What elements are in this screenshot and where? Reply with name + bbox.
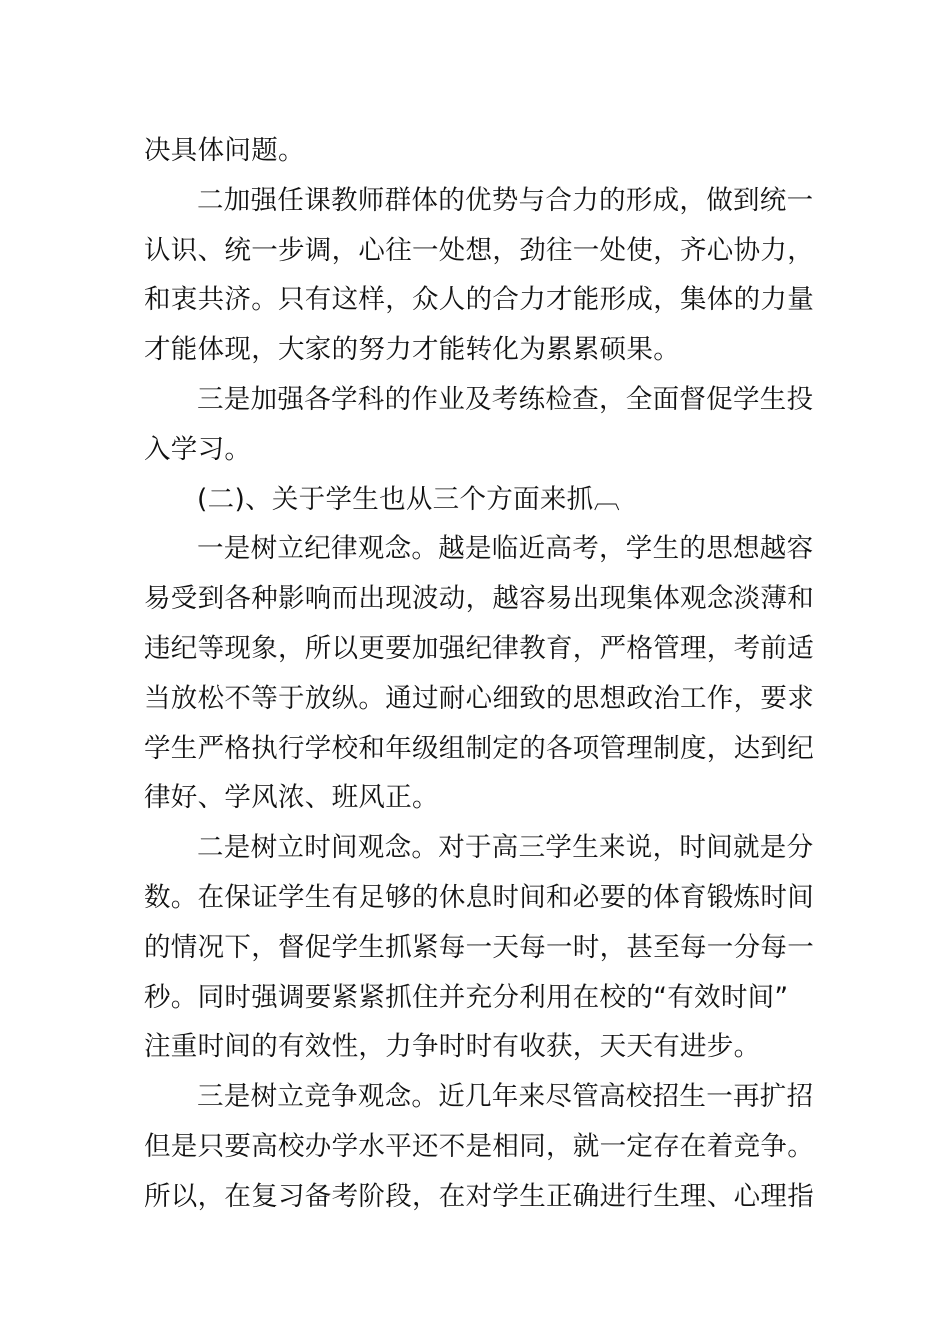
text-line: 当放松不等于放纵。通过耐心细致的思想政治工作，要求: [144, 682, 814, 714]
text-line: 学生严格执行学校和年级组制定的各项管理制度，达到纪: [144, 732, 814, 764]
text-line: 三是加强各学科的作业及考练检查，全面督促学生投: [197, 383, 814, 415]
text-line: 二加强任课教师群体的优势与合力的形成，做到统一: [197, 184, 814, 216]
text-line: 才能体现，大家的努力才能转化为累累硕果。: [144, 334, 680, 366]
text-line: 数。在保证学生有足够的休息时间和必要的体育锻炼时间: [144, 881, 814, 913]
text-line: 注重时间的有效性，力争时时有收获，天天有进步。: [144, 1031, 761, 1063]
text-line: 一是树立纪律观念。越是临近高考，学生的思想越容: [197, 533, 814, 565]
text-line: 入学习。: [144, 433, 252, 465]
text-line: 二是树立时间观念。对于高三学生来说，时间就是分: [197, 832, 814, 864]
text-line: 秒。同时强调要紧紧抓住并充分利用在校的“有效时间”: [144, 981, 789, 1013]
text-line: 律好、学风浓、班风正。: [144, 782, 439, 814]
text-line: 的情况下，督促学生抓紧每一天每一时，甚至每一分每一: [144, 931, 814, 963]
text-line: 认识、统一步调，心往一处想，劲往一处使，齐心协力，: [144, 234, 814, 266]
document-body: [144, 126, 812, 1222]
text-line: 决具体问题。: [144, 135, 305, 166]
text-line: 所以，在复习备考阶段，在对学生正确进行生理、心理指: [144, 1180, 814, 1212]
text-line: 和衷共济。只有这样，众人的合力才能形成，集体的力量: [144, 284, 814, 316]
text-line: 但是只要高校办学水平还不是相同，就一定存在着竞争。: [144, 1130, 814, 1162]
text-line: 易受到各种影响而出现波动，越容易出现集体观念淡薄和: [144, 583, 814, 615]
text-line: 违纪等现象，所以更要加强纪律教育，严格管理，考前适: [144, 632, 814, 664]
text-line: 三是树立竞争观念。近几年来尽管高校招生一再扩招: [197, 1081, 814, 1113]
section-heading: (二)、关于学生也从三个方面来抓︹: [197, 483, 621, 515]
